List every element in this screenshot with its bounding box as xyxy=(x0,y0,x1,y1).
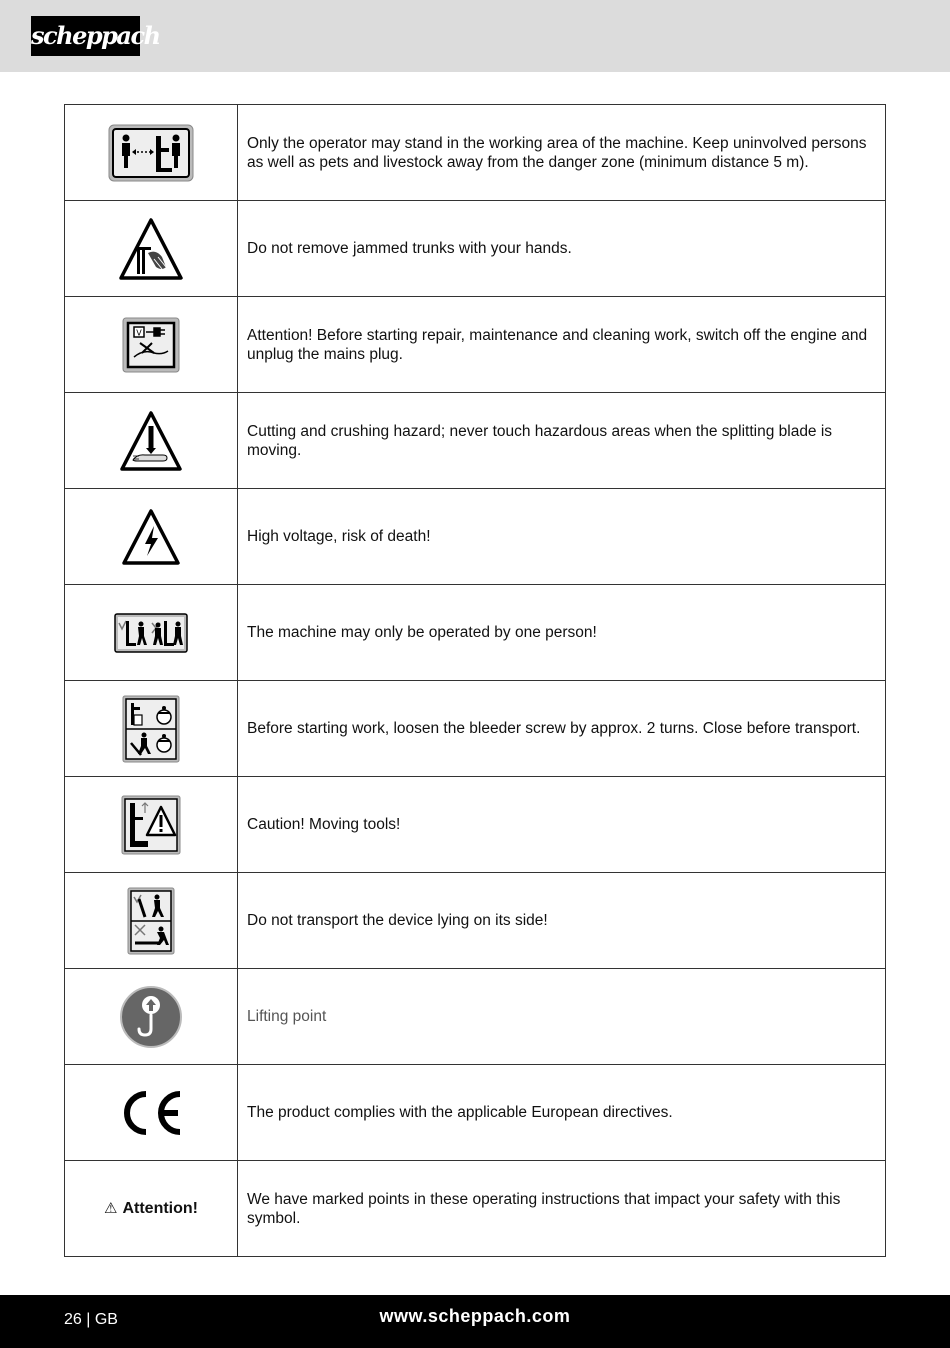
lifting-point-icon xyxy=(119,985,183,1049)
table-row xyxy=(65,201,886,297)
website-link[interactable]: www.scheppach.com xyxy=(379,1306,571,1326)
table-row xyxy=(65,1161,886,1257)
table-row xyxy=(65,489,886,585)
table-row xyxy=(65,681,886,777)
no-side-transport-icon xyxy=(127,887,175,955)
row-text: Do not remove jammed trunks with your hands. xyxy=(238,201,886,297)
table-row xyxy=(65,105,886,201)
page-footer xyxy=(0,1295,950,1348)
one-person-operation-icon xyxy=(114,613,188,653)
row-text: Do not transport the device lying on its side! xyxy=(238,873,886,969)
scheppach-logo: scheppach xyxy=(31,16,140,56)
safety-symbols-table xyxy=(64,104,886,1257)
row-text: Caution! Moving tools! xyxy=(238,777,886,873)
operator-distance-icon xyxy=(108,124,194,182)
row-text: High voltage, risk of death! xyxy=(238,489,886,585)
table-row xyxy=(65,297,886,393)
svg-text:V: V xyxy=(136,328,142,337)
table-row xyxy=(65,969,886,1065)
high-voltage-icon xyxy=(121,508,181,566)
crushing-hazard-icon xyxy=(119,410,183,472)
bleeder-screw-icon xyxy=(122,695,180,763)
page-header xyxy=(0,0,950,72)
attention-text: Attention! xyxy=(122,1200,198,1217)
row-text: Lifting point xyxy=(238,969,886,1065)
moving-tools-icon xyxy=(121,795,181,855)
table-row xyxy=(65,393,886,489)
row-text: The machine may only be operated by one person! xyxy=(238,585,886,681)
unplug-before-maintenance-icon xyxy=(122,317,180,373)
table-row xyxy=(65,873,886,969)
row-text: Only the operator may stand in the working area of the machine. Keep uninvolved persons as well as pets and livestock away from the danger zone (minimum distance 5 m). xyxy=(238,105,886,201)
attention-label xyxy=(104,1200,198,1217)
page-number: 26 | GB xyxy=(64,1311,118,1328)
row-text: Before starting work, loosen the bleeder screw by approx. 2 turns. Close before transport. xyxy=(238,681,886,777)
row-text: The product complies with the applicable European directives. xyxy=(238,1065,886,1161)
row-text: Attention! Before starting repair, maintenance and cleaning work, switch off the engine and unplug the mains plug. xyxy=(238,297,886,393)
warning-triangle-icon: ⚠ xyxy=(104,1200,118,1217)
row-text: We have marked points in these operating instructions that impact your safety with this symbol. xyxy=(238,1161,886,1257)
row-text: Cutting and crushing hazard; never touch hazardous areas when the splitting blade is moving. xyxy=(238,393,886,489)
ce-mark-icon xyxy=(117,1089,185,1137)
jammed-trunk-warning-icon xyxy=(118,217,184,281)
table-row xyxy=(65,585,886,681)
table-row xyxy=(65,1065,886,1161)
table-row xyxy=(65,777,886,873)
